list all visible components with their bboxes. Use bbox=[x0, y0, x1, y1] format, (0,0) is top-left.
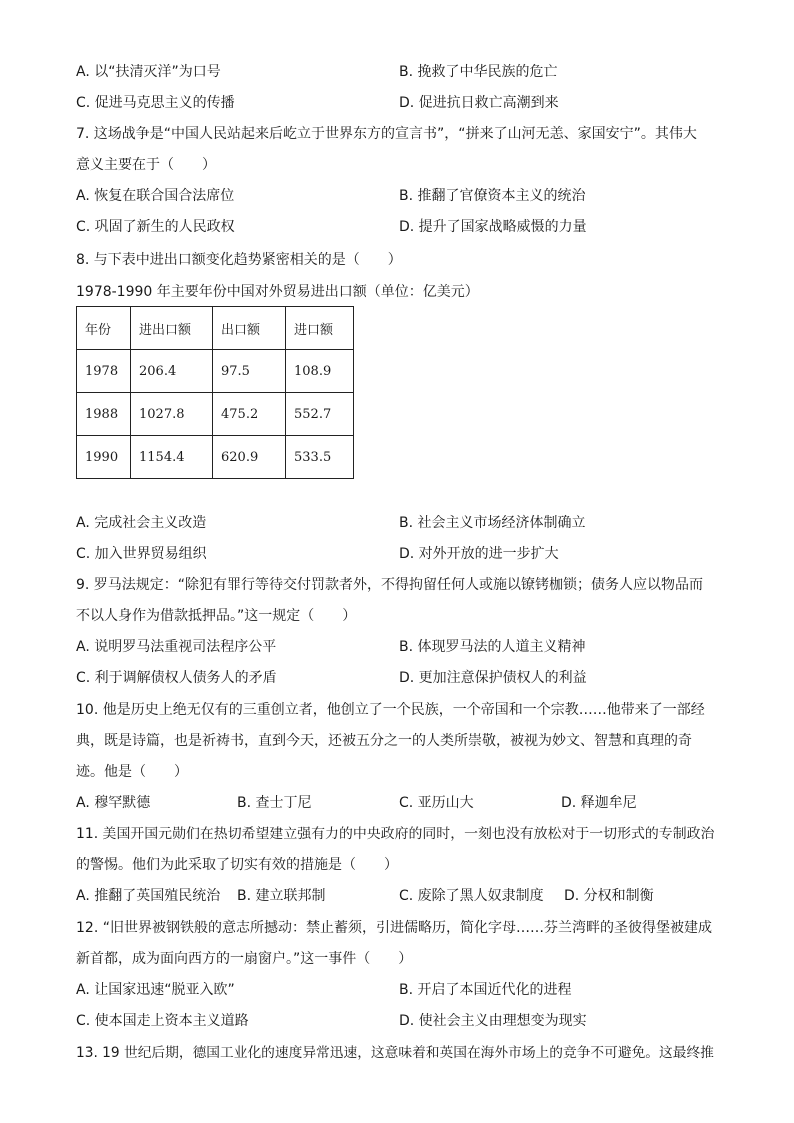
q11-option-a: A. 推翻了英国殖民统治 bbox=[76, 888, 221, 904]
q8-option-d: D. 对外开放的进一步扩大 bbox=[399, 546, 559, 562]
q9-stem-line-1: 9. 罗马法规定：“除犯有罪行等待交付罚款者外，不得拘留任何人或施以镣铐枷锁；债务人应以物品而 bbox=[76, 577, 704, 593]
table-cell: 1988 bbox=[77, 393, 131, 436]
table-header-cell: 年份 bbox=[77, 307, 131, 350]
q10-option-c: C. 亚历山大 bbox=[399, 795, 474, 811]
q10-option-b: B. 查士丁尼 bbox=[237, 795, 312, 811]
q10-stem-line-3: 迹。他是（ ） bbox=[76, 764, 188, 780]
q12-stem-line-1: 12. “旧世界被钢铁般的意志所撼动：禁止蓄须，引进儒略历，简化字母……芬兰湾畔的圣彼得堡被建成 bbox=[76, 920, 712, 936]
q12-option-b: B. 开启了本国近代化的进程 bbox=[399, 982, 572, 998]
q8-option-c: C. 加入世界贸易组织 bbox=[76, 546, 207, 562]
table-cell: 533.5 bbox=[286, 436, 354, 479]
q13-stem-line-1: 13. 19 世纪后期，德国工业化的速度异常迅速，这意味着和英国在海外市场上的竞争不可避免。这最终推 bbox=[76, 1045, 714, 1061]
q9-option-d: D. 更加注意保护债权人的利益 bbox=[399, 670, 587, 686]
table-cell: 1990 bbox=[77, 436, 131, 479]
table-cell: 206.4 bbox=[131, 350, 213, 393]
table-header-cell: 出口额 bbox=[213, 307, 286, 350]
q12-stem-line-2: 新首都，成为面向西方的一扇窗户。”这一事件（ ） bbox=[76, 951, 413, 967]
q10-stem-line-2: 典，既是诗篇，也是祈祷书，直到今天，还被五分之一的人类所崇敬，被视为妙文、智慧和真理的奇 bbox=[76, 733, 692, 749]
table-row bbox=[77, 436, 354, 479]
table-cell: 620.9 bbox=[213, 436, 286, 479]
q7-stem-line-1: 7. 这场战争是“中国人民站起来后屹立于世界东方的宣言书”，“拼来了山河无恙、家国安宁”。其伟大 bbox=[76, 126, 697, 142]
table-cell: 475.2 bbox=[213, 393, 286, 436]
q11-stem-line-1: 11. 美国开国元勋们在热切希望建立强有力的中央政府的同时，一刻也没有放松对于一切形式的专制政治 bbox=[76, 826, 715, 842]
q12-option-c: C. 使本国走上资本主义道路 bbox=[76, 1013, 249, 1029]
q10-option-a: A. 穆罕默德 bbox=[76, 795, 151, 811]
q7-option-d: D. 提升了国家战略威慑的力量 bbox=[399, 219, 587, 235]
q11-stem-line-2: 的警惕。他们为此采取了切实有效的措施是（ ） bbox=[76, 857, 398, 873]
q8-stem: 8. 与下表中进出口额变化趋势紧密相关的是（ ） bbox=[76, 252, 402, 268]
table-caption: 1978-1990 年主要年份中国对外贸易进出口额（单位：亿美元） bbox=[76, 284, 479, 300]
q7-stem-line-2: 意义主要在于（ ） bbox=[76, 157, 216, 173]
q9-stem-line-2: 不以人身作为借款抵押品。”这一规定（ ） bbox=[76, 608, 357, 624]
table-cell: 97.5 bbox=[213, 350, 286, 393]
table-cell: 1978 bbox=[77, 350, 131, 393]
q12-option-a: A. 让国家迅速“脱亚入欧” bbox=[76, 982, 235, 998]
q11-option-c: C. 废除了黑人奴隶制度 bbox=[399, 888, 544, 904]
table-header-row bbox=[77, 307, 354, 350]
table-header-cell: 进口额 bbox=[286, 307, 354, 350]
q11-option-b: B. 建立联邦制 bbox=[237, 888, 326, 904]
table-cell: 108.9 bbox=[286, 350, 354, 393]
q7-option-c: C. 巩固了新生的人民政权 bbox=[76, 219, 235, 235]
q8-option-b: B. 社会主义市场经济体制确立 bbox=[399, 515, 586, 531]
q6-option-b: B. 挽救了中华民族的危亡 bbox=[399, 64, 558, 80]
q10-option-d: D. 释迦牟尼 bbox=[561, 795, 637, 811]
q12-option-d: D. 使社会主义由理想变为现实 bbox=[399, 1013, 587, 1029]
table-cell: 1027.8 bbox=[131, 393, 213, 436]
q10-stem-line-1: 10. 他是历史上绝无仅有的三重创立者，他创立了一个民族，一个帝国和一个宗教……他带来了一部经 bbox=[76, 702, 705, 718]
q9-option-b: B. 体现罗马法的人道主义精神 bbox=[399, 639, 586, 655]
q9-option-a: A. 说明罗马法重视司法程序公平 bbox=[76, 639, 277, 655]
q6-option-c: C. 促进马克思主义的传播 bbox=[76, 95, 235, 111]
q6-option-d: D. 促进抗日救亡高潮到来 bbox=[399, 95, 559, 111]
table-header-cell: 进出口额 bbox=[131, 307, 213, 350]
table-row bbox=[77, 350, 354, 393]
table-row bbox=[77, 393, 354, 436]
trade-table bbox=[76, 306, 354, 479]
q8-option-a: A. 完成社会主义改造 bbox=[76, 515, 207, 531]
q7-option-a: A. 恢复在联合国合法席位 bbox=[76, 188, 235, 204]
q7-option-b: B. 推翻了官僚资本主义的统治 bbox=[399, 188, 586, 204]
q11-option-d: D. 分权和制衡 bbox=[564, 888, 654, 904]
table-cell: 552.7 bbox=[286, 393, 354, 436]
q9-option-c: C. 利于调解债权人债务人的矛盾 bbox=[76, 670, 277, 686]
q6-option-a: A. 以“扶清灭洋”为口号 bbox=[76, 64, 221, 80]
table-cell: 1154.4 bbox=[131, 436, 213, 479]
